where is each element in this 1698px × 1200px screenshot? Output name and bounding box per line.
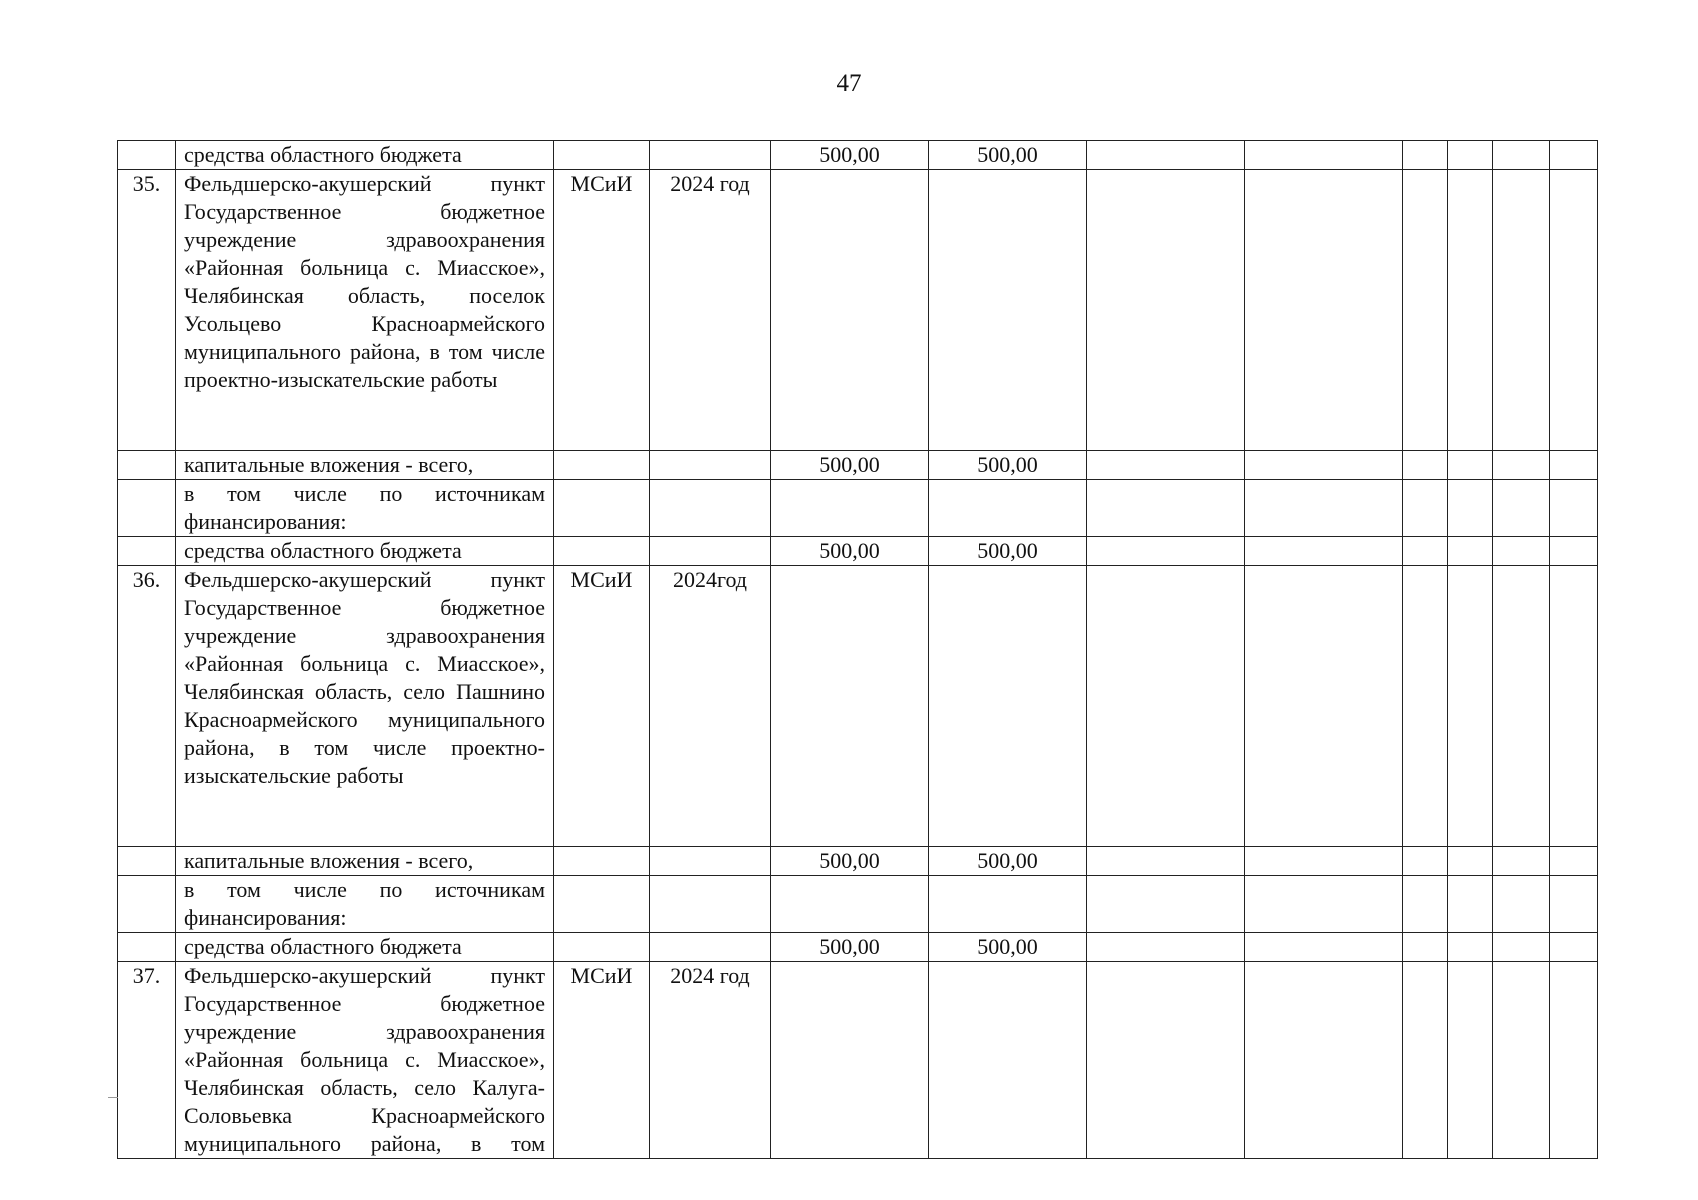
row-name: средства областного бюджета xyxy=(176,537,554,566)
row-name: капитальные вложения - всего, xyxy=(176,451,554,480)
empty-cell xyxy=(1550,451,1598,480)
empty-cell xyxy=(1448,537,1493,566)
row-number: 35. xyxy=(118,170,176,451)
empty-cell xyxy=(1087,566,1245,847)
empty-cell xyxy=(1403,566,1448,847)
empty-cell xyxy=(1448,566,1493,847)
row-amount-1: 500,00 xyxy=(771,537,929,566)
row-agency: МСиИ xyxy=(554,566,650,847)
empty-cell xyxy=(1493,847,1550,876)
row-amount-2 xyxy=(929,480,1087,537)
row-number: 37. xyxy=(118,962,176,1159)
row-year: 2024год xyxy=(650,566,771,847)
row-amount-1: 500,00 xyxy=(771,451,929,480)
empty-cell xyxy=(1550,141,1598,170)
empty-cell xyxy=(1403,480,1448,537)
empty-cell xyxy=(1448,141,1493,170)
empty-cell xyxy=(1403,141,1448,170)
empty-cell xyxy=(1403,962,1448,1159)
row-amount-1: 500,00 xyxy=(771,141,929,170)
row-name: в том числе по источникам финансирования: xyxy=(176,876,554,933)
margin-mark xyxy=(108,1097,118,1098)
row-number xyxy=(118,933,176,962)
row-number xyxy=(118,847,176,876)
budget-table xyxy=(117,140,1598,1159)
row-year xyxy=(650,933,771,962)
page-number: 47 xyxy=(836,70,862,97)
empty-cell xyxy=(1403,933,1448,962)
empty-cell xyxy=(1550,876,1598,933)
row-year xyxy=(650,141,771,170)
row-amount-2: 500,00 xyxy=(929,537,1087,566)
row-agency xyxy=(554,847,650,876)
row-agency xyxy=(554,933,650,962)
row-year xyxy=(650,451,771,480)
row-amount-1 xyxy=(771,566,929,847)
row-amount-1 xyxy=(771,480,929,537)
empty-cell xyxy=(1550,566,1598,847)
empty-cell xyxy=(1403,847,1448,876)
empty-cell xyxy=(1087,962,1245,1159)
empty-cell xyxy=(1087,480,1245,537)
table-row xyxy=(118,876,1598,933)
empty-cell xyxy=(1550,537,1598,566)
empty-cell xyxy=(1493,480,1550,537)
empty-cell xyxy=(1550,933,1598,962)
table-row xyxy=(118,962,1598,1159)
row-agency xyxy=(554,480,650,537)
empty-cell xyxy=(1493,141,1550,170)
row-amount-2 xyxy=(929,170,1087,451)
empty-cell xyxy=(1087,876,1245,933)
empty-cell xyxy=(1087,141,1245,170)
table-row xyxy=(118,451,1598,480)
row-agency xyxy=(554,876,650,933)
empty-cell xyxy=(1493,962,1550,1159)
row-year xyxy=(650,480,771,537)
row-year xyxy=(650,847,771,876)
row-number xyxy=(118,876,176,933)
row-agency xyxy=(554,537,650,566)
empty-cell xyxy=(1493,566,1550,847)
empty-cell xyxy=(1245,537,1403,566)
table-row xyxy=(118,141,1598,170)
row-amount-1 xyxy=(771,876,929,933)
row-amount-2: 500,00 xyxy=(929,451,1087,480)
empty-cell xyxy=(1245,141,1403,170)
empty-cell xyxy=(1550,962,1598,1159)
empty-cell xyxy=(1493,933,1550,962)
empty-cell xyxy=(1550,480,1598,537)
row-amount-2 xyxy=(929,876,1087,933)
row-name: Фельдшерско-акушерский пункт Государственное бюджетное учреждение здравоохранения «Районная больница с. Миасское», Челябинская область, поселок Усольцево Красноармейского муниципального района, в том числе проектно-изыскательские работы xyxy=(176,170,554,451)
empty-cell xyxy=(1550,847,1598,876)
row-year: 2024 год xyxy=(650,170,771,451)
row-amount-1 xyxy=(771,962,929,1159)
empty-cell xyxy=(1448,933,1493,962)
empty-cell xyxy=(1493,451,1550,480)
table-row xyxy=(118,933,1598,962)
empty-cell xyxy=(1245,933,1403,962)
empty-cell xyxy=(1087,451,1245,480)
row-name: средства областного бюджета xyxy=(176,141,554,170)
empty-cell xyxy=(1245,451,1403,480)
empty-cell xyxy=(1245,962,1403,1159)
empty-cell xyxy=(1245,847,1403,876)
row-amount-2 xyxy=(929,962,1087,1159)
row-name: средства областного бюджета xyxy=(176,933,554,962)
empty-cell xyxy=(1087,170,1245,451)
empty-cell xyxy=(1087,847,1245,876)
row-number xyxy=(118,480,176,537)
empty-cell xyxy=(1403,537,1448,566)
row-year xyxy=(650,537,771,566)
empty-cell xyxy=(1245,876,1403,933)
empty-cell xyxy=(1448,170,1493,451)
row-number xyxy=(118,537,176,566)
row-amount-2 xyxy=(929,566,1087,847)
empty-cell xyxy=(1493,876,1550,933)
empty-cell xyxy=(1448,962,1493,1159)
empty-cell xyxy=(1550,170,1598,451)
row-name: капитальные вложения - всего, xyxy=(176,847,554,876)
row-amount-1 xyxy=(771,170,929,451)
table-row xyxy=(118,566,1598,847)
empty-cell xyxy=(1448,847,1493,876)
row-agency xyxy=(554,141,650,170)
empty-cell xyxy=(1403,451,1448,480)
row-name: в том числе по источникам финансирования: xyxy=(176,480,554,537)
row-amount-2: 500,00 xyxy=(929,933,1087,962)
table-row xyxy=(118,480,1598,537)
empty-cell xyxy=(1245,170,1403,451)
empty-cell xyxy=(1245,480,1403,537)
empty-cell xyxy=(1448,451,1493,480)
row-amount-1: 500,00 xyxy=(771,933,929,962)
row-amount-2: 500,00 xyxy=(929,141,1087,170)
row-agency: МСиИ xyxy=(554,170,650,451)
empty-cell xyxy=(1403,170,1448,451)
row-agency xyxy=(554,451,650,480)
row-name: Фельдшерско-акушерский пункт Государственное бюджетное учреждение здравоохранения «Районная больница с. Миасское», Челябинская область, село Калуга-Соловьевка Красноармейского муниципального района, в том xyxy=(176,962,554,1159)
row-number xyxy=(118,451,176,480)
empty-cell xyxy=(1493,170,1550,451)
row-name: Фельдшерско-акушерский пункт Государственное бюджетное учреждение здравоохранения «Районная больница с. Миасское», Челябинская область, село Пашнино Красноармейского муниципального района, в том числе проектно-изыскательские работы xyxy=(176,566,554,847)
row-year xyxy=(650,876,771,933)
table-row xyxy=(118,170,1598,451)
table-row xyxy=(118,847,1598,876)
row-number xyxy=(118,141,176,170)
row-number: 36. xyxy=(118,566,176,847)
table-row xyxy=(118,537,1598,566)
empty-cell xyxy=(1493,537,1550,566)
empty-cell xyxy=(1448,480,1493,537)
row-year: 2024 год xyxy=(650,962,771,1159)
empty-cell xyxy=(1245,566,1403,847)
row-agency: МСиИ xyxy=(554,962,650,1159)
row-amount-2: 500,00 xyxy=(929,847,1087,876)
empty-cell xyxy=(1448,876,1493,933)
empty-cell xyxy=(1403,876,1448,933)
empty-cell xyxy=(1087,933,1245,962)
empty-cell xyxy=(1087,537,1245,566)
row-amount-1: 500,00 xyxy=(771,847,929,876)
